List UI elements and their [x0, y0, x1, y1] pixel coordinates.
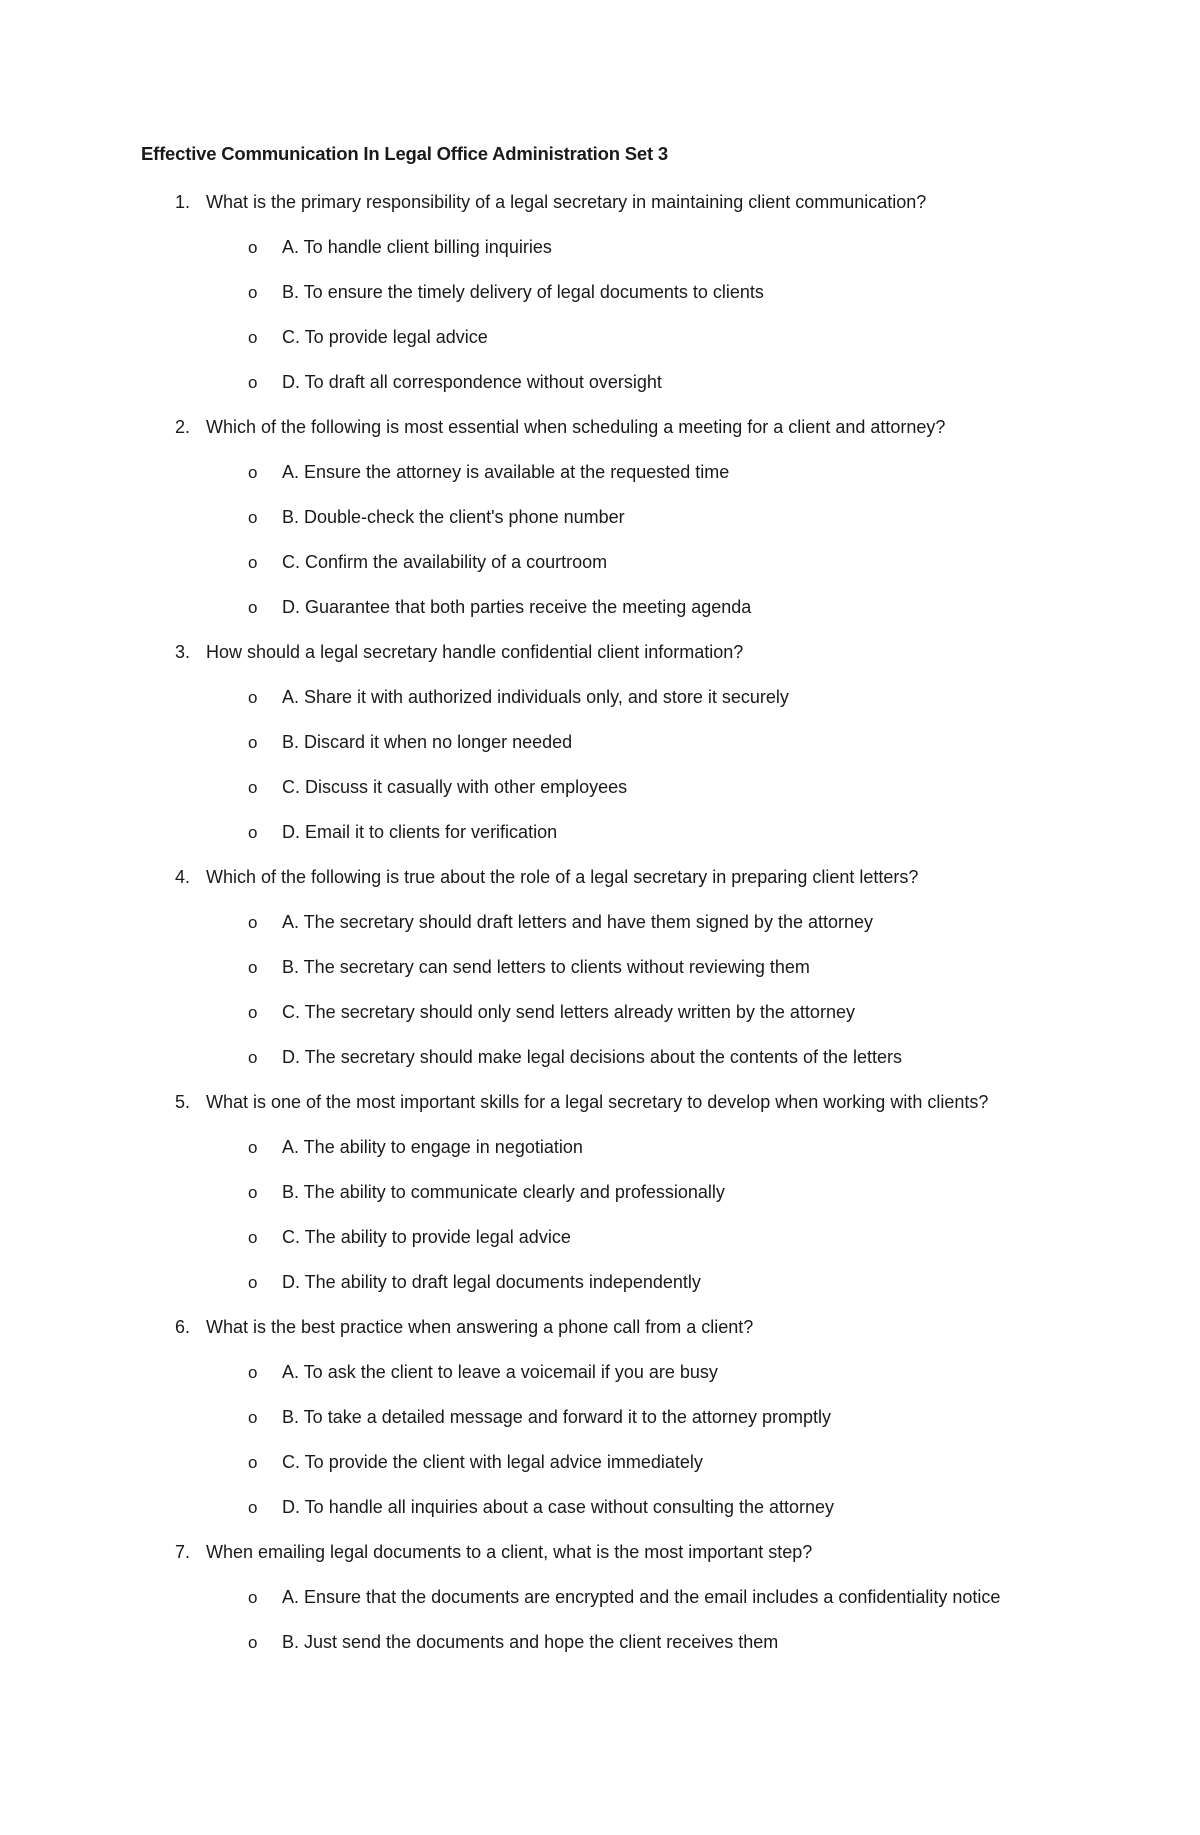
question-number: 4.	[175, 867, 191, 887]
bullet-icon: o	[248, 283, 258, 302]
bullet-icon: o	[248, 238, 258, 257]
question-row	[141, 638, 1080, 667]
question-text: Which of the following is most essential when scheduling a meeting for a client and attorney?	[206, 417, 946, 437]
question-row	[141, 1313, 1080, 1342]
answer-option	[141, 503, 1080, 532]
bullet-icon: o	[248, 1273, 258, 1292]
option-text: B. The ability to communicate clearly and professionally	[282, 1182, 725, 1202]
question-item	[141, 638, 1080, 847]
answer-option	[141, 1358, 1080, 1387]
answer-option	[141, 233, 1080, 262]
option-text: B. To take a detailed message and forward it to the attorney promptly	[282, 1407, 831, 1427]
bullet-icon: o	[248, 328, 258, 347]
bullet-icon: o	[248, 1453, 258, 1472]
bullet-icon: o	[248, 733, 258, 752]
question-row	[141, 1088, 1080, 1117]
option-text: A. Ensure that the documents are encrypted and the email includes a confidentiality notice	[282, 1587, 1001, 1607]
bullet-icon: o	[248, 1498, 258, 1517]
option-list	[141, 233, 1080, 397]
question-number: 6.	[175, 1317, 191, 1337]
answer-option	[141, 773, 1080, 802]
bullet-icon: o	[248, 778, 258, 797]
answer-option	[141, 1583, 1080, 1612]
bullet-icon: o	[248, 463, 258, 482]
bullet-icon: o	[248, 913, 258, 932]
option-text: D. Email it to clients for verification	[282, 822, 558, 842]
option-text: B. Just send the documents and hope the client receives them	[282, 1632, 779, 1652]
bullet-icon: o	[248, 598, 258, 617]
option-text: A. Share it with authorized individuals only, and store it securely	[282, 687, 789, 707]
bullet-icon: o	[248, 373, 258, 392]
answer-option	[141, 908, 1080, 937]
option-text: C. To provide legal advice	[282, 327, 488, 347]
bullet-icon: o	[248, 1588, 258, 1607]
bullet-icon: o	[248, 1633, 258, 1652]
bullet-icon: o	[248, 1138, 258, 1157]
answer-option	[141, 1448, 1080, 1477]
bullet-icon: o	[248, 1228, 258, 1247]
option-text: D. To draft all correspondence without oversight	[282, 372, 662, 392]
question-text: What is the primary responsibility of a legal secretary in maintaining client communication?	[206, 192, 927, 212]
question-text: What is the best practice when answering a phone call from a client?	[206, 1317, 754, 1337]
answer-option	[141, 548, 1080, 577]
question-text: When emailing legal documents to a client, what is the most important step?	[206, 1542, 813, 1562]
answer-option	[141, 593, 1080, 622]
question-text: How should a legal secretary handle confidential client information?	[206, 642, 744, 662]
document-title: Effective Communication In Legal Office Administration Set 3	[141, 143, 668, 164]
option-text: C. The ability to provide legal advice	[282, 1227, 571, 1247]
question-item	[141, 863, 1080, 1072]
option-list	[141, 908, 1080, 1072]
question-number: 1.	[175, 192, 191, 212]
option-list	[141, 1133, 1080, 1297]
option-text: D. The secretary should make legal decisions about the contents of the letters	[282, 1047, 903, 1067]
answer-option	[141, 728, 1080, 757]
option-text: C. Discuss it casually with other employees	[282, 777, 628, 797]
question-row	[141, 413, 1080, 442]
bullet-icon: o	[248, 1048, 258, 1067]
answer-option	[141, 1178, 1080, 1207]
option-text: D. Guarantee that both parties receive the meeting agenda	[282, 597, 752, 617]
question-text: Which of the following is true about the role of a legal secretary in preparing client letters?	[206, 867, 919, 887]
option-text: B. The secretary can send letters to clients without reviewing them	[282, 957, 810, 977]
answer-option	[141, 1223, 1080, 1252]
question-number: 2.	[175, 417, 191, 437]
option-text: A. The secretary should draft letters and have them signed by the attorney	[282, 912, 874, 932]
option-text: B. To ensure the timely delivery of legal documents to clients	[282, 282, 764, 302]
bullet-icon: o	[248, 1363, 258, 1382]
option-text: C. To provide the client with legal advice immediately	[282, 1452, 703, 1472]
answer-option	[141, 368, 1080, 397]
question-text: What is one of the most important skills for a legal secretary to develop when working with clients?	[206, 1092, 989, 1112]
answer-option	[141, 458, 1080, 487]
answer-option	[141, 278, 1080, 307]
option-list	[141, 458, 1080, 622]
bullet-icon: o	[248, 1183, 258, 1202]
question-item	[141, 413, 1080, 622]
bullet-icon: o	[248, 1003, 258, 1022]
answer-option	[141, 998, 1080, 1027]
bullet-icon: o	[248, 553, 258, 572]
answer-option	[141, 1133, 1080, 1162]
answer-option	[141, 1268, 1080, 1297]
question-list	[141, 188, 1080, 1657]
option-text: B. Discard it when no longer needed	[282, 732, 573, 752]
bullet-icon: o	[248, 823, 258, 842]
answer-option	[141, 683, 1080, 712]
answer-option	[141, 1043, 1080, 1072]
option-text: C. The secretary should only send letters already written by the attorney	[282, 1002, 855, 1022]
question-item	[141, 1088, 1080, 1297]
question-number: 7.	[175, 1542, 191, 1562]
answer-option	[141, 818, 1080, 847]
option-text: C. Confirm the availability of a courtroom	[282, 552, 608, 572]
option-list	[141, 1583, 1080, 1657]
answer-option	[141, 953, 1080, 982]
bullet-icon: o	[248, 688, 258, 707]
answer-option	[141, 323, 1080, 352]
option-text: A. To ask the client to leave a voicemail if you are busy	[282, 1362, 718, 1382]
question-item	[141, 1313, 1080, 1522]
answer-option	[141, 1493, 1080, 1522]
option-text: A. Ensure the attorney is available at the requested time	[282, 462, 730, 482]
option-text: D. The ability to draft legal documents independently	[282, 1272, 701, 1292]
answer-option	[141, 1403, 1080, 1432]
question-number: 5.	[175, 1092, 191, 1112]
answer-option	[141, 1628, 1080, 1657]
option-text: B. Double-check the client's phone number	[282, 507, 625, 527]
option-list	[141, 683, 1080, 847]
question-item	[141, 188, 1080, 397]
bullet-icon: o	[248, 508, 258, 527]
question-row	[141, 1538, 1080, 1567]
question-item	[141, 1538, 1080, 1657]
option-text: A. To handle client billing inquiries	[282, 237, 552, 257]
question-row	[141, 863, 1080, 892]
bullet-icon: o	[248, 958, 258, 977]
option-list	[141, 1358, 1080, 1522]
option-text: D. To handle all inquiries about a case without consulting the attorney	[282, 1497, 835, 1517]
question-number: 3.	[175, 642, 191, 662]
question-row	[141, 188, 1080, 217]
bullet-icon: o	[248, 1408, 258, 1427]
option-text: A. The ability to engage in negotiation	[282, 1137, 583, 1157]
